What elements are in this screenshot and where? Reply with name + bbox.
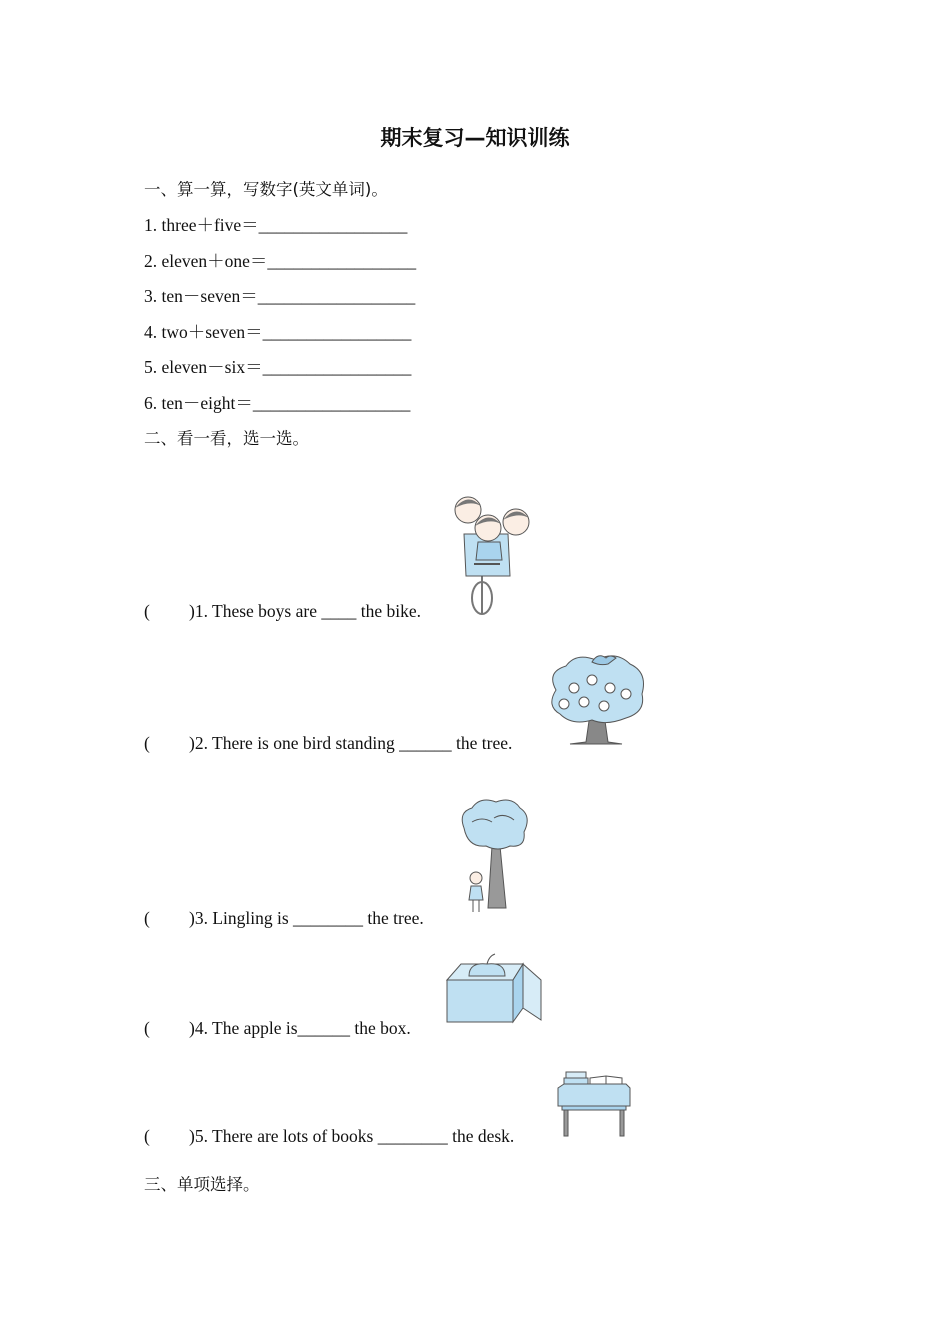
answer-paren: ( [144, 1018, 150, 1038]
section2-heading: 二、看一看，选一选。 [144, 429, 309, 448]
page-title: 期末复习—知识训练 [380, 126, 570, 150]
girl-under-tree-icon [458, 796, 530, 914]
section3-heading: 三、单项选择。 [144, 1175, 260, 1194]
choice-question-5 [144, 1126, 514, 1147]
calc-item-2: 2. eleven＋one＝_________________ [144, 251, 417, 271]
choice-question-4 [144, 1018, 411, 1039]
question-text: )1. These boys are ____ the bike. [189, 601, 421, 621]
section1-heading: 一、算一算，写数字(英文单词)。 [144, 180, 388, 199]
question-text: )5. There are lots of books ________ the desk. [189, 1126, 515, 1146]
question-text: )3. Lingling is ________ the tree. [189, 908, 424, 928]
answer-paren: ( [144, 601, 150, 621]
calc-item-1: 1. three＋five＝_________________ [144, 215, 408, 235]
books-on-desk-icon [556, 1068, 632, 1140]
answer-paren: ( [144, 908, 150, 928]
calc-item-5: 5. eleven－six＝_________________ [144, 357, 412, 377]
calc-item-4: 4. two＋seven＝_________________ [144, 322, 412, 342]
answer-paren: ( [144, 733, 150, 753]
choice-question-2 [144, 733, 512, 754]
choice-question-1 [144, 601, 421, 622]
question-text: )4. The apple is______ the box. [189, 1018, 411, 1038]
calc-item-3: 3. ten－seven＝__________________ [144, 286, 416, 306]
question-text: )2. There is one bird standing ______ the tree. [189, 733, 513, 753]
answer-paren: ( [144, 1126, 150, 1146]
calc-item-6: 6. ten－eight＝__________________ [144, 393, 411, 413]
boys-on-bike-icon [448, 494, 538, 618]
apple-in-box-icon [443, 952, 547, 1026]
choice-question-3 [144, 908, 424, 929]
bird-on-apple-tree-icon [546, 650, 648, 748]
